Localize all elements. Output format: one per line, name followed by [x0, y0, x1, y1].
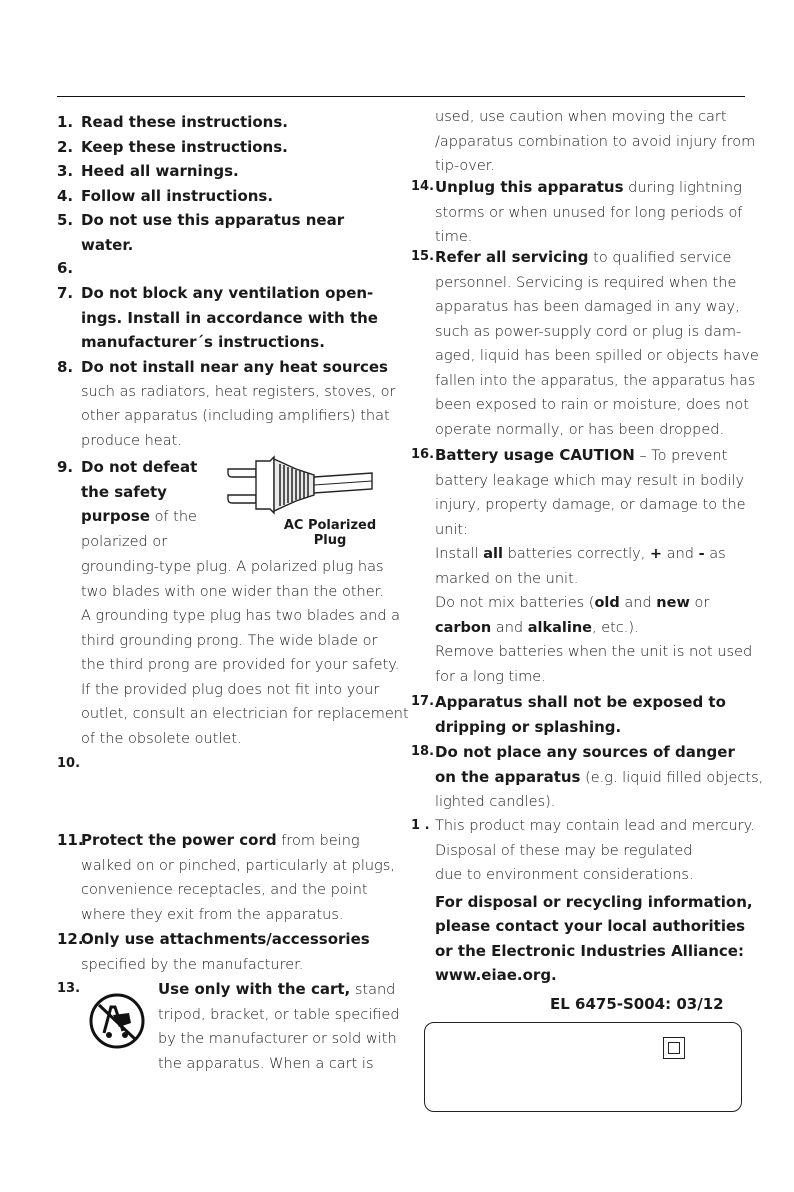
item-number: 4. — [57, 187, 74, 205]
item-4: Follow all instructions. — [81, 187, 274, 205]
item9rest-line: third grounding prong. The wide blade or — [81, 632, 378, 649]
item-15-heading: Refer all servicing — [435, 248, 589, 266]
item-9-text: of the — [149, 509, 197, 525]
item-number: 9. — [57, 458, 74, 476]
item19bold-line: For disposal or recycling information, — [435, 892, 753, 911]
cont13-line: used, use caution when moving the cart — [435, 109, 727, 125]
top-rule — [57, 96, 745, 97]
item-16-heading: Battery usage CAUTION — [435, 446, 635, 464]
item-13-continued — [435, 105, 755, 179]
item-3: Heed all warnings. — [81, 162, 239, 180]
cont13-line: tip-over. — [435, 158, 496, 174]
item13rest-line: by the manufacturer or sold with — [158, 1031, 397, 1047]
item15rest-line: aged, liquid has been spilled or objects have — [435, 348, 759, 364]
item-1: Read these instructions. — [81, 113, 288, 131]
item-number: 1 . — [411, 818, 430, 833]
item9rest-line: If the provided plug does not fit into your — [81, 681, 380, 698]
item-number: 17. — [411, 694, 435, 709]
item-number: 7. — [57, 284, 74, 302]
item-number: 18. — [411, 744, 435, 759]
item19lines-line: due to environment considerations. — [435, 867, 694, 883]
item-number: 11. — [57, 831, 84, 849]
item13rest-line: tripod, bracket, or table specified — [158, 1006, 400, 1023]
item-number: 2. — [57, 138, 74, 156]
item13rest-line: the apparatus. When a cart is — [158, 1055, 374, 1072]
item-7: Do not block any ventilation open- ings. Install in accordance with the manufacturer´s instructions. — [81, 284, 378, 351]
item15rest-line: such as power-supply cord or plug is dam- — [435, 323, 742, 340]
item-number: 15. — [411, 249, 435, 264]
item18rest-line: lighted candles). — [435, 794, 556, 810]
label-box — [424, 1022, 742, 1112]
cart-warning-icon — [89, 993, 145, 1049]
item-12-heading: Only use attachments/accessories — [81, 930, 370, 948]
item-9-line-4: polarized or — [81, 533, 168, 550]
item-number: 8. — [57, 358, 74, 376]
item-number: 6. — [57, 259, 74, 277]
item-number-10: 10. — [57, 756, 81, 771]
item-number: 5. — [57, 211, 74, 229]
item9rest-line: grounding-type plug. A polarized plug has — [81, 559, 384, 575]
item9rest-line: A grounding type plug has two blades and a — [81, 608, 401, 624]
item11rest-line: where they exit from the apparatus. — [81, 906, 344, 923]
item-9-body — [81, 555, 409, 751]
document-code: EL 6475-S004: 03/12 — [550, 995, 724, 1013]
item16rest-line: battery leakage which may result in bodily — [435, 472, 745, 489]
item19bold-line: or the Electronic Industries Alliance: — [435, 941, 744, 960]
item-9-bold: purpose — [81, 507, 150, 525]
item16rest-line: injury, property damage, or damage to the — [435, 497, 746, 513]
item-number: 1. — [57, 113, 74, 131]
item9rest-line: of the obsolete outlet. — [81, 730, 242, 747]
plug-label: AC Polarized Plug — [283, 518, 377, 548]
ac-plug-icon — [226, 455, 374, 515]
item11rest-line: walked on or pinched, particularly at plugs, — [81, 857, 395, 874]
item-number: 14. — [411, 179, 435, 194]
item14rest-line: time. — [435, 229, 473, 245]
item15rest-line: apparatus has been damaged in any way, — [435, 299, 740, 315]
item16rest-line: unit: — [435, 521, 468, 538]
item11rest-line: convenience receptacles, and the point — [81, 882, 368, 898]
cont13-line: /apparatus combination to avoid injury from — [435, 133, 756, 150]
item15rest-line: operate normally, or has been dropped. — [435, 421, 725, 438]
item-8: Do not install near any heat sources such as radiators, heat registers, stoves, or other apparatus (including amplifiers) that produce heat. — [81, 358, 396, 449]
item15rest-line: personnel. Servicing is required when the — [435, 274, 737, 291]
item15rest-line: fallen into the apparatus, the apparatus has — [435, 372, 756, 389]
item-11-heading: Protect the power cord — [81, 831, 277, 849]
item14rest-line: storms or when unused for long periods of — [435, 204, 743, 221]
item-9-line-2: the safety — [81, 482, 167, 501]
item15rest-line: been exposed to rain or moisture, does not — [435, 397, 749, 413]
item-13-heading: Use only with the cart, — [158, 980, 351, 998]
item-number: 16. — [411, 447, 435, 462]
item19bold-line: please contact your local authorities — [435, 917, 746, 935]
item12rest-line: specified by the manufacturer. — [81, 956, 304, 973]
item-number: 12. — [57, 930, 84, 948]
item-5: Do not use this apparatus near water. — [81, 211, 345, 254]
item9rest-line: the third prong are provided for your safety. — [81, 657, 400, 673]
item19bold-line: www.eiae.org. — [435, 966, 557, 984]
double-square-icon — [663, 1037, 685, 1059]
item17lines-line: dripping or splashing. — [435, 717, 622, 736]
item19lines-line: Disposal of these may be regulated — [435, 842, 693, 859]
item-number: 13. — [57, 981, 81, 996]
item-14-heading: Unplug this apparatus — [435, 178, 624, 196]
item9rest-line: outlet, consult an electrician for replacement — [81, 706, 409, 722]
item-number: 3. — [57, 162, 74, 180]
item-9-line-1: Do not defeat — [81, 458, 198, 476]
item9rest-line: two blades with one wider than the other. — [81, 583, 384, 600]
item17lines-line: Apparatus shall not be exposed to — [435, 693, 726, 711]
item-18-heading: Do not place any sources of danger — [435, 743, 735, 761]
item19lines-line: This product may contain lead and mercury. — [435, 818, 755, 834]
item-2: Keep these instructions. — [81, 138, 288, 156]
